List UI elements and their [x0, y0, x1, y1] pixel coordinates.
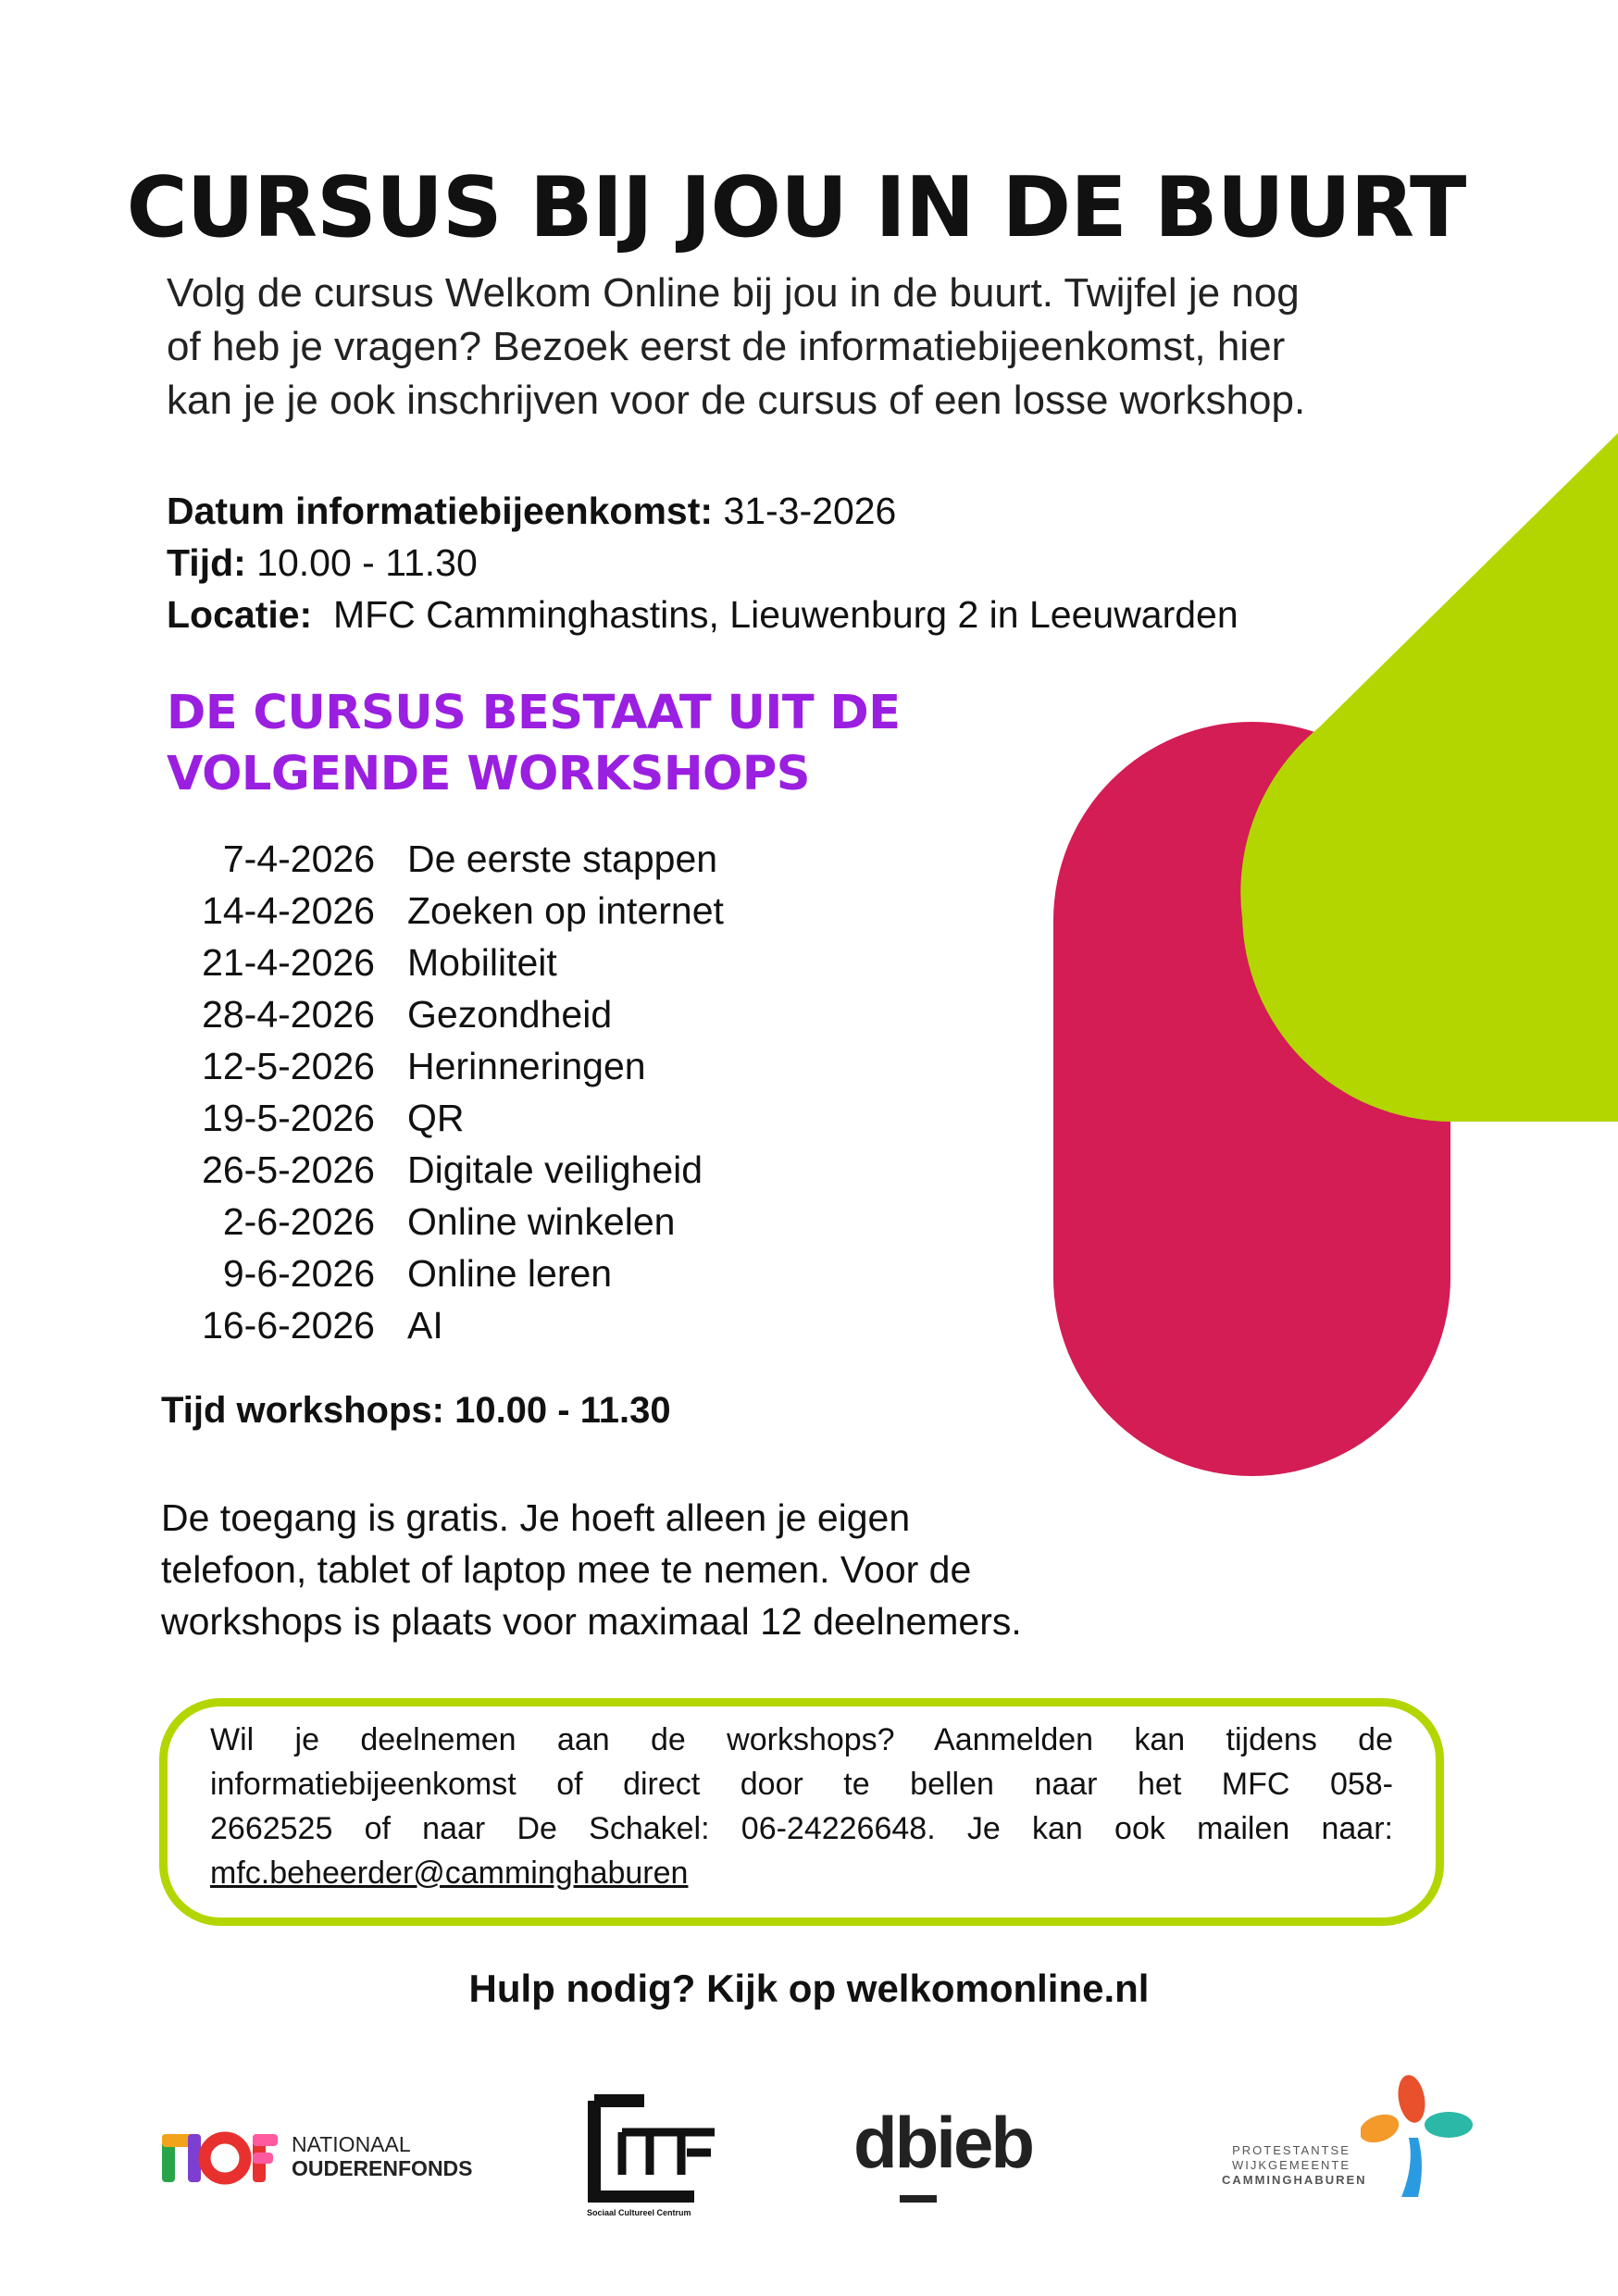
workshop-date: 19-5-2026: [202, 1097, 375, 1139]
access-line: telefoon, tablet of laptop mee te nemen. Voor de: [161, 1548, 972, 1591]
nof-line1: NATIONAAL: [292, 2132, 411, 2156]
workshop-date: 7-4-2026: [222, 838, 375, 880]
workshop-title: Digitale veiligheid: [407, 1148, 703, 1191]
access-line: De toegang is gratis. Je hoeft alleen je eigen: [161, 1496, 911, 1539]
workshop-date: 9-6-2026: [222, 1252, 375, 1295]
contact-line: Wil je deelnemen aan de workshops? Aanmelden kan tijdens de: [210, 1722, 1393, 1757]
workshop-title: AI: [407, 1304, 443, 1347]
workshop-title: Gezondheid: [407, 993, 613, 1036]
info-time-value: 10.00 - 11.30: [245, 541, 478, 584]
contact-email-link[interactable]: mfc.beheerder@camminghaburen: [210, 1855, 689, 1891]
workshop-date: 26-5-2026: [202, 1148, 375, 1191]
dbieb-logo: [853, 2101, 1032, 2185]
workshop-row: [148, 1040, 724, 1092]
info-date-value: 31-3-2026: [713, 490, 897, 532]
info-date: [167, 485, 896, 537]
dbieb-wordmark: dbieb: [853, 2102, 1032, 2183]
info-time: [167, 537, 478, 589]
info-location-label: Locatie:: [167, 593, 313, 636]
workshop-date: 28-4-2026: [202, 993, 375, 1036]
workshop-date: 21-4-2026: [202, 941, 375, 984]
workshop-title: QR: [407, 1097, 465, 1139]
workshop-row: [148, 1196, 724, 1247]
dbieb-underline: [900, 2195, 937, 2203]
access-paragraph: [161, 1492, 1022, 1647]
workshop-title: Online leren: [407, 1252, 613, 1295]
workshops-heading: [167, 683, 901, 805]
workshop-row: [148, 937, 724, 988]
lime-leaf-shape: [1240, 433, 1618, 1122]
pw-flower-icon: [1361, 2073, 1481, 2203]
pw-line1: PROTESTANTSE: [1232, 2143, 1350, 2157]
workshops-heading-line: VOLGENDE WORKSHOPS: [167, 747, 811, 801]
workshop-list: [148, 833, 724, 1351]
mf-subtitle: Sociaal Cultureel Centrum: [587, 2208, 691, 2217]
contact-line: 2662525 of naar De Schakel: 06-24226648. Je kan ook mailen naar:: [210, 1811, 1393, 1846]
workshop-row: [148, 1247, 724, 1299]
workshop-row: [148, 1299, 724, 1351]
pw-line3: CAMMINGHABUREN: [1222, 2173, 1367, 2187]
nof-line2: OUDERENFONDS: [292, 2156, 473, 2180]
workshop-title: Mobiliteit: [407, 941, 557, 984]
workshop-title: Herinneringen: [407, 1045, 646, 1087]
workshop-date: 2-6-2026: [222, 1200, 375, 1243]
info-time-label: Tijd:: [167, 541, 246, 584]
contact-text: [210, 1718, 1393, 1895]
contact-line: informatiebijeenkomst of direct door te bellen naar het MFC 058-: [210, 1767, 1393, 1802]
workshop-row: [148, 1092, 724, 1144]
workshop-time: Tijd workshops: 10.00 - 11.30: [161, 1390, 671, 1431]
page-title: CURSUS BIJ JOU IN DE BUURT: [126, 159, 1466, 256]
intro-paragraph: [167, 267, 1462, 428]
workshop-title: Online winkelen: [407, 1200, 676, 1243]
workshop-row: [148, 988, 724, 1040]
intro-line: kan je je ook inschrijven voor de cursus of een losse workshop.: [167, 378, 1306, 423]
access-line: workshops is plaats voor maximaal 12 deelnemers.: [161, 1600, 1022, 1643]
workshop-row: [148, 885, 724, 937]
info-location: [167, 589, 1238, 640]
info-location-value: MFC Camminghastins, Lieuwenburg 2 in Leeuwarden: [312, 593, 1238, 636]
workshops-heading-line: DE CURSUS BESTAAT UIT DE: [167, 686, 901, 740]
info-date-label: Datum informatiebijeenkomst:: [167, 490, 714, 532]
mf-mark-icon: [585, 2091, 722, 2203]
pw-wordmark: [1222, 2143, 1367, 2188]
mf-logo: [585, 2091, 722, 2217]
intro-line: Volg de cursus Welkom Online bij jou in de buurt. Twijfel je nog: [167, 270, 1300, 316]
workshop-date: 16-6-2026: [202, 1304, 375, 1347]
workshop-date: 14-4-2026: [202, 889, 375, 932]
workshop-title: Zoeken op internet: [407, 889, 724, 932]
workshop-date: 12-5-2026: [202, 1045, 375, 1087]
workshop-title: De eerste stappen: [407, 838, 718, 880]
nof-wordmark: [292, 2132, 473, 2180]
nof-mark-icon: [162, 2130, 278, 2186]
help-line: Hulp nodig? Kijk op welkomonline.nl: [468, 1967, 1150, 2010]
workshop-row: [148, 833, 724, 885]
workshop-row: [148, 1144, 724, 1196]
pw-line2: WIJKGEMEENTE: [1231, 2158, 1350, 2172]
contact-box: [159, 1698, 1444, 1926]
intro-line: of heb je vragen? Bezoek eerst de informatiebijeenkomst, hier: [167, 324, 1286, 369]
